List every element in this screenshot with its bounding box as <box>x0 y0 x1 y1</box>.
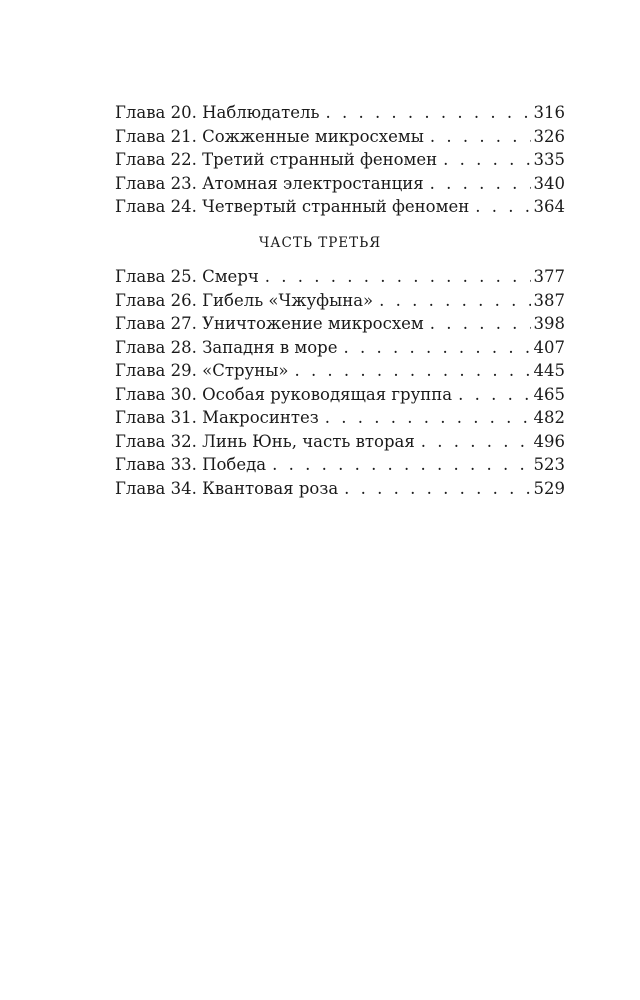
toc-list-part-two <box>115 101 565 219</box>
dot-leader <box>443 148 530 172</box>
toc-entry-title: Глава 32. Линь Юнь, часть вторая <box>115 431 415 451</box>
toc-entry-page: 316 <box>533 103 565 122</box>
toc-entry[interactable] <box>115 359 565 383</box>
toc-entry-title: Глава 21. Сожженные микросхемы <box>115 126 424 146</box>
toc-entry[interactable] <box>115 265 565 289</box>
toc-entry[interactable] <box>115 195 565 219</box>
dot-leader <box>475 195 530 219</box>
toc-entry-page: 445 <box>533 361 565 380</box>
toc-entry-title: Глава 22. Третий странный феномен <box>115 150 438 169</box>
toc-entry-page: 523 <box>533 455 565 474</box>
dot-leader <box>458 383 530 407</box>
toc-entry-page: 364 <box>533 197 565 216</box>
toc-entry-page: 496 <box>533 431 565 451</box>
toc-entry-title: Глава 20. Наблюдатель <box>115 103 320 122</box>
toc-entry[interactable] <box>115 406 565 430</box>
toc-entry[interactable] <box>115 430 565 454</box>
toc-entry-title: Глава 26. Гибель «Чжуфына» <box>115 290 374 310</box>
dot-leader <box>430 125 531 149</box>
toc-entry-title: Глава 33. Победа <box>115 455 267 474</box>
dot-leader <box>421 430 531 454</box>
toc-entry-page: 377 <box>533 267 565 286</box>
toc-entry[interactable] <box>115 101 565 125</box>
dot-leader <box>430 312 531 336</box>
dot-leader <box>430 172 531 196</box>
dot-leader <box>325 406 531 430</box>
toc-entry[interactable] <box>115 336 565 360</box>
dot-leader <box>294 359 530 383</box>
part-heading: ЧАСТЬ ТРЕТЬЯ <box>258 235 382 251</box>
dot-leader <box>265 265 531 289</box>
toc-entry[interactable] <box>115 383 565 407</box>
toc-entry-title: Глава 31. Макросинтез <box>115 408 319 427</box>
dot-leader <box>344 477 530 501</box>
toc-entry-page: 482 <box>533 408 565 427</box>
toc-entry-title: Глава 30. Особая руководящая группа <box>115 384 453 404</box>
toc-list-part-three <box>115 265 565 500</box>
toc-entry-title: Глава 25. Смерч <box>115 267 259 286</box>
toc-entry-page: 340 <box>533 173 565 193</box>
toc-entry[interactable] <box>115 172 565 196</box>
dot-leader <box>379 289 530 313</box>
toc-entry-title: Глава 23. Атомная электростанция <box>115 173 424 193</box>
toc-entry-title: Глава 24. Четвертый странный феномен <box>115 197 470 216</box>
dot-leader <box>344 336 531 360</box>
toc-entry[interactable] <box>115 289 565 313</box>
toc-entry-page: 387 <box>533 290 565 310</box>
toc-entry-title: Глава 27. Уничтожение микросхем <box>115 314 424 333</box>
toc-entry-page: 326 <box>533 126 565 146</box>
toc-entry-title: Глава 34. Квантовая роза <box>115 478 339 498</box>
toc-entry-title: Глава 29. «Струны» <box>115 361 289 380</box>
toc-entry[interactable] <box>115 125 565 149</box>
toc-entry-page: 465 <box>533 384 565 404</box>
dot-leader <box>272 453 530 477</box>
toc-entry-title: Глава 28. Западня в море <box>115 337 338 357</box>
toc-entry[interactable] <box>115 312 565 336</box>
toc-entry-page: 335 <box>533 150 565 169</box>
toc-entry-page: 398 <box>533 314 565 333</box>
toc-entry-page: 407 <box>533 337 565 357</box>
toc-entry-page: 529 <box>533 478 565 498</box>
toc-entry[interactable] <box>115 148 565 172</box>
dot-leader <box>325 101 530 125</box>
toc-entry[interactable] <box>115 477 565 501</box>
toc-entry[interactable] <box>115 453 565 477</box>
